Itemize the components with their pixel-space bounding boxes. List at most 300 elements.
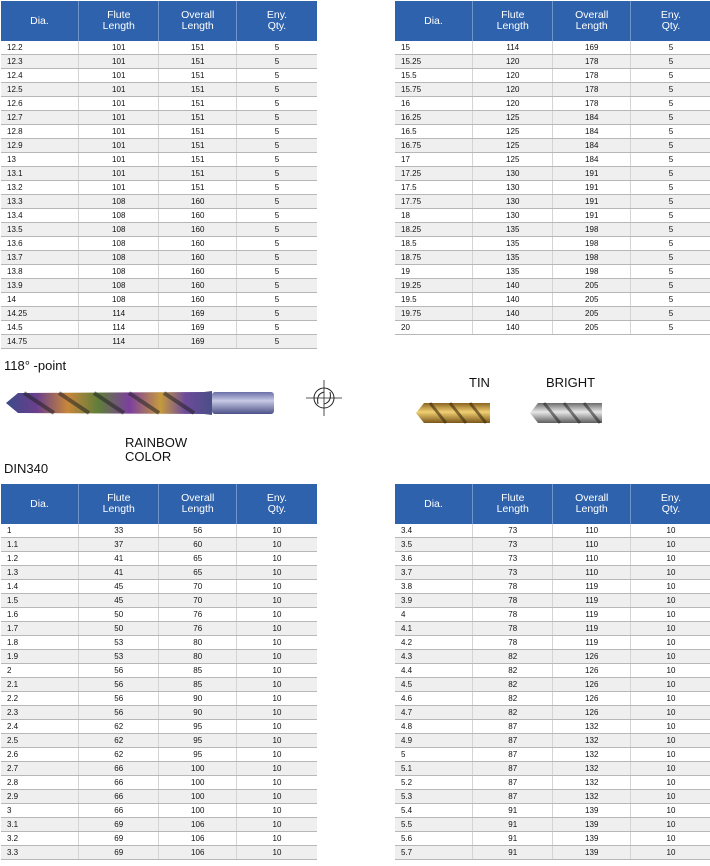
table-row xyxy=(395,153,710,167)
overall-length-cell: 198 xyxy=(553,237,630,251)
flute-length-cell: 78 xyxy=(472,608,553,622)
dia-cell: 18.5 xyxy=(395,237,472,251)
eny-qty-cell: 10 xyxy=(630,706,710,720)
dia-cell: 5.2 xyxy=(395,776,472,790)
eny-qty-header: Eny. Qty. xyxy=(236,1,317,41)
dia-cell: 12.6 xyxy=(1,97,78,111)
dia-cell: 1.6 xyxy=(1,608,78,622)
dia-cell: 2.1 xyxy=(1,678,78,692)
eny-qty-cell: 10 xyxy=(630,762,710,776)
flute-length-cell: 125 xyxy=(472,153,553,167)
overall-length-header: Overall Length xyxy=(159,484,236,524)
overall-length-cell: 184 xyxy=(553,139,630,153)
eny-qty-cell: 10 xyxy=(236,636,317,650)
flute-length-header: Flute Length xyxy=(78,484,159,524)
eny-qty-cell: 5 xyxy=(236,167,317,181)
table-row xyxy=(395,293,710,307)
dia-cell: 12.9 xyxy=(1,139,78,153)
overall-length-cell: 160 xyxy=(159,251,236,265)
table-row xyxy=(395,552,710,566)
eny-qty-cell: 10 xyxy=(236,650,317,664)
overall-length-cell: 132 xyxy=(553,720,630,734)
table-row xyxy=(395,321,710,335)
table-row xyxy=(1,720,317,734)
dia-cell: 13 xyxy=(1,153,78,167)
eny-qty-cell: 5 xyxy=(236,69,317,83)
overall-length-cell: 178 xyxy=(553,97,630,111)
eny-qty-cell: 5 xyxy=(236,279,317,293)
flute-length-cell: 130 xyxy=(472,167,553,181)
table-row xyxy=(395,804,710,818)
dia-cell: 2.4 xyxy=(1,720,78,734)
table-row xyxy=(1,321,317,335)
eny-qty-cell: 5 xyxy=(236,153,317,167)
table-row xyxy=(1,181,317,195)
table-row xyxy=(395,209,710,223)
flute-length-cell: 66 xyxy=(78,762,159,776)
eny-qty-cell: 5 xyxy=(236,97,317,111)
overall-length-cell: 126 xyxy=(553,664,630,678)
flute-length-cell: 91 xyxy=(472,846,553,860)
eny-qty-cell: 10 xyxy=(630,818,710,832)
flute-length-cell: 120 xyxy=(472,55,553,69)
flute-length-cell: 108 xyxy=(78,223,159,237)
table-row xyxy=(395,265,710,279)
flute-length-cell: 140 xyxy=(472,279,553,293)
eny-qty-cell: 5 xyxy=(236,41,317,55)
overall-length-cell: 198 xyxy=(553,223,630,237)
eny-qty-cell: 5 xyxy=(236,237,317,251)
overall-length-cell: 151 xyxy=(159,41,236,55)
table-row xyxy=(395,139,710,153)
eny-qty-cell: 10 xyxy=(236,832,317,846)
eny-qty-cell: 5 xyxy=(236,251,317,265)
eny-qty-cell: 10 xyxy=(236,538,317,552)
overall-length-cell: 178 xyxy=(553,69,630,83)
overall-length-cell: 126 xyxy=(553,678,630,692)
flute-length-cell: 125 xyxy=(472,125,553,139)
flute-length-cell: 101 xyxy=(78,97,159,111)
table-row xyxy=(395,111,710,125)
dia-cell: 15.25 xyxy=(395,55,472,69)
overall-length-cell: 132 xyxy=(553,734,630,748)
table-row xyxy=(395,748,710,762)
overall-length-cell: 100 xyxy=(159,762,236,776)
eny-qty-cell: 10 xyxy=(630,538,710,552)
table-row xyxy=(1,678,317,692)
dia-cell: 4.9 xyxy=(395,734,472,748)
flute-length-cell: 91 xyxy=(472,832,553,846)
table-row xyxy=(395,678,710,692)
flute-length-cell: 108 xyxy=(78,209,159,223)
dia-cell: 13.8 xyxy=(1,265,78,279)
flute-length-cell: 140 xyxy=(472,321,553,335)
overall-length-cell: 119 xyxy=(553,608,630,622)
table-row xyxy=(1,762,317,776)
flute-length-cell: 33 xyxy=(78,524,159,538)
flute-length-cell: 101 xyxy=(78,41,159,55)
dia-cell: 5.3 xyxy=(395,790,472,804)
overall-length-cell: 151 xyxy=(159,55,236,69)
overall-length-cell: 65 xyxy=(159,552,236,566)
dia-cell: 1.4 xyxy=(1,580,78,594)
table-row xyxy=(1,97,317,111)
dia-cell: 13.6 xyxy=(1,237,78,251)
eny-qty-cell: 5 xyxy=(630,265,710,279)
dia-cell: 4.8 xyxy=(395,720,472,734)
table-header-row xyxy=(1,484,317,524)
table-row xyxy=(1,650,317,664)
dia-cell: 17.75 xyxy=(395,195,472,209)
overall-length-header: Overall Length xyxy=(553,1,630,41)
overall-length-cell: 151 xyxy=(159,181,236,195)
dia-cell: 1.1 xyxy=(1,538,78,552)
eny-qty-cell: 5 xyxy=(630,223,710,237)
table-row xyxy=(395,664,710,678)
table-row xyxy=(395,181,710,195)
overall-length-cell: 198 xyxy=(553,251,630,265)
table-header-row xyxy=(395,1,710,41)
overall-length-cell: 132 xyxy=(553,790,630,804)
dia-cell: 3.1 xyxy=(1,818,78,832)
eny-qty-cell: 10 xyxy=(630,776,710,790)
dia-cell: 15 xyxy=(395,41,472,55)
eny-qty-cell: 10 xyxy=(630,692,710,706)
dia-cell: 4.1 xyxy=(395,622,472,636)
overall-length-cell: 132 xyxy=(553,748,630,762)
dia-cell: 2.3 xyxy=(1,706,78,720)
flute-length-cell: 108 xyxy=(78,195,159,209)
flute-length-cell: 114 xyxy=(78,307,159,321)
flute-length-cell: 56 xyxy=(78,706,159,720)
dia-header: Dia. xyxy=(1,1,78,41)
flute-length-cell: 140 xyxy=(472,293,553,307)
bright-label: BRIGHT xyxy=(546,375,596,390)
eny-qty-cell: 5 xyxy=(630,181,710,195)
overall-length-cell: 80 xyxy=(159,650,236,664)
flute-length-cell: 120 xyxy=(472,83,553,97)
table-row xyxy=(395,279,710,293)
overall-length-cell: 110 xyxy=(553,552,630,566)
overall-length-cell: 106 xyxy=(159,818,236,832)
dia-cell: 1 xyxy=(1,524,78,538)
overall-length-cell: 169 xyxy=(159,335,236,349)
standard-label: DIN340 xyxy=(4,461,49,476)
eny-qty-cell: 10 xyxy=(236,580,317,594)
table-row xyxy=(1,692,317,706)
eny-qty-cell: 10 xyxy=(236,608,317,622)
overall-length-cell: 169 xyxy=(553,41,630,55)
overall-length-cell: 205 xyxy=(553,279,630,293)
dia-cell: 13.1 xyxy=(1,167,78,181)
overall-length-cell: 76 xyxy=(159,608,236,622)
dia-cell: 20 xyxy=(395,321,472,335)
dia-cell: 12.8 xyxy=(1,125,78,139)
flute-length-cell: 82 xyxy=(472,706,553,720)
table-row xyxy=(1,69,317,83)
flute-length-cell: 41 xyxy=(78,566,159,580)
flute-length-cell: 101 xyxy=(78,167,159,181)
eny-qty-cell: 5 xyxy=(236,139,317,153)
flute-length-cell: 50 xyxy=(78,622,159,636)
flute-length-header: Flute Length xyxy=(472,484,553,524)
table-row xyxy=(1,265,317,279)
table-row xyxy=(395,55,710,69)
table-row xyxy=(395,790,710,804)
overall-length-cell: 76 xyxy=(159,622,236,636)
eny-qty-cell: 10 xyxy=(236,552,317,566)
eny-qty-cell: 5 xyxy=(236,335,317,349)
table-row xyxy=(1,580,317,594)
dia-cell: 13.2 xyxy=(1,181,78,195)
flute-length-cell: 108 xyxy=(78,251,159,265)
flute-length-cell: 108 xyxy=(78,237,159,251)
table-row xyxy=(1,41,317,55)
overall-length-cell: 126 xyxy=(553,706,630,720)
dia-cell: 4.6 xyxy=(395,692,472,706)
dia-cell: 16.25 xyxy=(395,111,472,125)
eny-qty-cell: 5 xyxy=(236,181,317,195)
table-row xyxy=(395,692,710,706)
overall-length-cell: 151 xyxy=(159,167,236,181)
dia-cell: 5.5 xyxy=(395,818,472,832)
table-row xyxy=(1,706,317,720)
table-row xyxy=(395,195,710,209)
flute-length-cell: 120 xyxy=(472,97,553,111)
table-row xyxy=(1,139,317,153)
dia-cell: 5.1 xyxy=(395,762,472,776)
dia-cell: 13.5 xyxy=(1,223,78,237)
overall-length-cell: 169 xyxy=(159,307,236,321)
eny-qty-cell: 5 xyxy=(630,55,710,69)
table-row xyxy=(1,307,317,321)
flute-length-cell: 140 xyxy=(472,307,553,321)
overall-length-cell: 106 xyxy=(159,832,236,846)
table-row xyxy=(1,209,317,223)
table-bottom-left xyxy=(1,484,317,860)
table-row xyxy=(1,83,317,97)
flute-length-cell: 101 xyxy=(78,125,159,139)
table-row xyxy=(395,223,710,237)
flute-length-cell: 130 xyxy=(472,181,553,195)
flute-length-cell: 41 xyxy=(78,552,159,566)
dia-cell: 5.7 xyxy=(395,846,472,860)
overall-length-cell: 151 xyxy=(159,97,236,111)
table-row xyxy=(1,636,317,650)
eny-qty-cell: 10 xyxy=(630,720,710,734)
flute-length-cell: 78 xyxy=(472,622,553,636)
dia-cell: 1.9 xyxy=(1,650,78,664)
overall-length-cell: 205 xyxy=(553,293,630,307)
flute-length-cell: 56 xyxy=(78,664,159,678)
eny-qty-cell: 10 xyxy=(630,566,710,580)
dia-cell: 3.8 xyxy=(395,580,472,594)
dia-cell: 12.2 xyxy=(1,41,78,55)
table-row xyxy=(395,832,710,846)
overall-length-cell: 85 xyxy=(159,678,236,692)
overall-length-cell: 95 xyxy=(159,734,236,748)
eny-qty-header: Eny. Qty. xyxy=(630,484,710,524)
flute-length-cell: 66 xyxy=(78,790,159,804)
flute-length-cell: 78 xyxy=(472,594,553,608)
overall-length-cell: 184 xyxy=(553,153,630,167)
overall-length-cell: 80 xyxy=(159,636,236,650)
eny-qty-cell: 10 xyxy=(630,594,710,608)
eny-qty-cell: 10 xyxy=(630,650,710,664)
eny-qty-cell: 5 xyxy=(630,125,710,139)
eny-qty-cell: 5 xyxy=(630,321,710,335)
eny-qty-cell: 10 xyxy=(236,594,317,608)
eny-qty-cell: 5 xyxy=(236,195,317,209)
rainbow-color-label: RAINBOW COLOR xyxy=(125,435,188,464)
overall-length-cell: 95 xyxy=(159,748,236,762)
flute-length-cell: 114 xyxy=(78,335,159,349)
eny-qty-cell: 10 xyxy=(630,636,710,650)
table-row xyxy=(395,622,710,636)
overall-length-cell: 110 xyxy=(553,566,630,580)
table-header-row xyxy=(395,484,710,524)
dia-cell: 14 xyxy=(1,293,78,307)
flute-length-cell: 87 xyxy=(472,734,553,748)
overall-length-cell: 106 xyxy=(159,846,236,860)
eny-qty-cell: 5 xyxy=(236,223,317,237)
table-row xyxy=(395,524,710,538)
table-row xyxy=(1,55,317,69)
table-row xyxy=(395,69,710,83)
table-row xyxy=(1,776,317,790)
dia-cell: 13.3 xyxy=(1,195,78,209)
dia-cell: 19.75 xyxy=(395,307,472,321)
eny-qty-cell: 10 xyxy=(236,720,317,734)
overall-length-cell: 160 xyxy=(159,223,236,237)
dia-cell: 3.6 xyxy=(395,552,472,566)
eny-qty-cell: 10 xyxy=(630,748,710,762)
table-row xyxy=(1,552,317,566)
eny-qty-header: Eny. Qty. xyxy=(236,484,317,524)
dia-cell: 15.75 xyxy=(395,83,472,97)
eny-qty-cell: 10 xyxy=(630,846,710,860)
table-row xyxy=(395,818,710,832)
dia-cell: 1.5 xyxy=(1,594,78,608)
table-row xyxy=(395,83,710,97)
table-row xyxy=(1,622,317,636)
overall-length-cell: 90 xyxy=(159,692,236,706)
dia-cell: 19.25 xyxy=(395,279,472,293)
dia-cell: 4.7 xyxy=(395,706,472,720)
table-row xyxy=(1,524,317,538)
eny-qty-cell: 5 xyxy=(630,41,710,55)
table-header-row xyxy=(1,1,317,41)
flute-length-cell: 50 xyxy=(78,608,159,622)
overall-length-cell: 184 xyxy=(553,125,630,139)
dia-cell: 16 xyxy=(395,97,472,111)
dia-cell: 2.2 xyxy=(1,692,78,706)
flute-length-cell: 87 xyxy=(472,776,553,790)
eny-qty-cell: 10 xyxy=(236,818,317,832)
table-row xyxy=(395,97,710,111)
flute-length-header: Flute Length xyxy=(78,1,159,41)
dia-cell: 19 xyxy=(395,265,472,279)
eny-qty-cell: 5 xyxy=(630,237,710,251)
overall-length-cell: 126 xyxy=(553,692,630,706)
overall-length-cell: 139 xyxy=(553,818,630,832)
overall-length-cell: 139 xyxy=(553,804,630,818)
dia-cell: 13.7 xyxy=(1,251,78,265)
table-row xyxy=(1,223,317,237)
dia-cell: 4.2 xyxy=(395,636,472,650)
eny-qty-cell: 10 xyxy=(236,622,317,636)
eny-qty-cell: 10 xyxy=(630,804,710,818)
dia-cell: 3.4 xyxy=(395,524,472,538)
eny-qty-cell: 10 xyxy=(236,566,317,580)
overall-length-cell: 151 xyxy=(159,69,236,83)
dia-cell: 5 xyxy=(395,748,472,762)
eny-qty-cell: 5 xyxy=(236,111,317,125)
overall-length-cell: 184 xyxy=(553,111,630,125)
eny-qty-cell: 10 xyxy=(630,580,710,594)
table-row xyxy=(395,538,710,552)
flute-length-cell: 53 xyxy=(78,636,159,650)
table-row xyxy=(395,608,710,622)
flute-length-cell: 69 xyxy=(78,818,159,832)
tin-drill-bit-image xyxy=(414,400,490,426)
overall-length-cell: 119 xyxy=(553,622,630,636)
eny-qty-cell: 10 xyxy=(630,790,710,804)
dia-header: Dia. xyxy=(395,484,472,524)
flute-length-cell: 87 xyxy=(472,720,553,734)
flute-length-cell: 78 xyxy=(472,580,553,594)
dia-cell: 3.2 xyxy=(1,832,78,846)
overall-length-cell: 160 xyxy=(159,195,236,209)
overall-length-cell: 191 xyxy=(553,195,630,209)
flute-length-cell: 101 xyxy=(78,153,159,167)
eny-qty-cell: 5 xyxy=(236,83,317,97)
eny-qty-cell: 5 xyxy=(630,153,710,167)
overall-length-cell: 139 xyxy=(553,846,630,860)
table-row xyxy=(1,566,317,580)
eny-qty-cell: 5 xyxy=(630,293,710,307)
dia-cell: 17.5 xyxy=(395,181,472,195)
table-row xyxy=(1,846,317,860)
table-row xyxy=(395,125,710,139)
flute-length-cell: 53 xyxy=(78,650,159,664)
flute-length-cell: 66 xyxy=(78,804,159,818)
dia-cell: 16.75 xyxy=(395,139,472,153)
eny-qty-cell: 10 xyxy=(236,804,317,818)
flute-length-cell: 62 xyxy=(78,734,159,748)
dia-cell: 12.4 xyxy=(1,69,78,83)
eny-qty-cell: 5 xyxy=(236,321,317,335)
eny-qty-cell: 5 xyxy=(630,307,710,321)
flute-length-cell: 91 xyxy=(472,804,553,818)
table-row xyxy=(1,790,317,804)
overall-length-cell: 151 xyxy=(159,111,236,125)
flute-length-cell: 87 xyxy=(472,762,553,776)
flute-length-cell: 66 xyxy=(78,776,159,790)
table-row xyxy=(395,237,710,251)
flute-length-cell: 45 xyxy=(78,580,159,594)
overall-length-cell: 178 xyxy=(553,83,630,97)
bright-drill-bit-image xyxy=(528,400,602,426)
table-row xyxy=(1,153,317,167)
eny-qty-cell: 10 xyxy=(236,692,317,706)
eny-qty-cell: 5 xyxy=(236,265,317,279)
table-row xyxy=(395,41,710,55)
table-row xyxy=(395,650,710,664)
eny-qty-cell: 5 xyxy=(630,209,710,223)
dia-cell: 12.3 xyxy=(1,55,78,69)
dia-cell: 19.5 xyxy=(395,293,472,307)
